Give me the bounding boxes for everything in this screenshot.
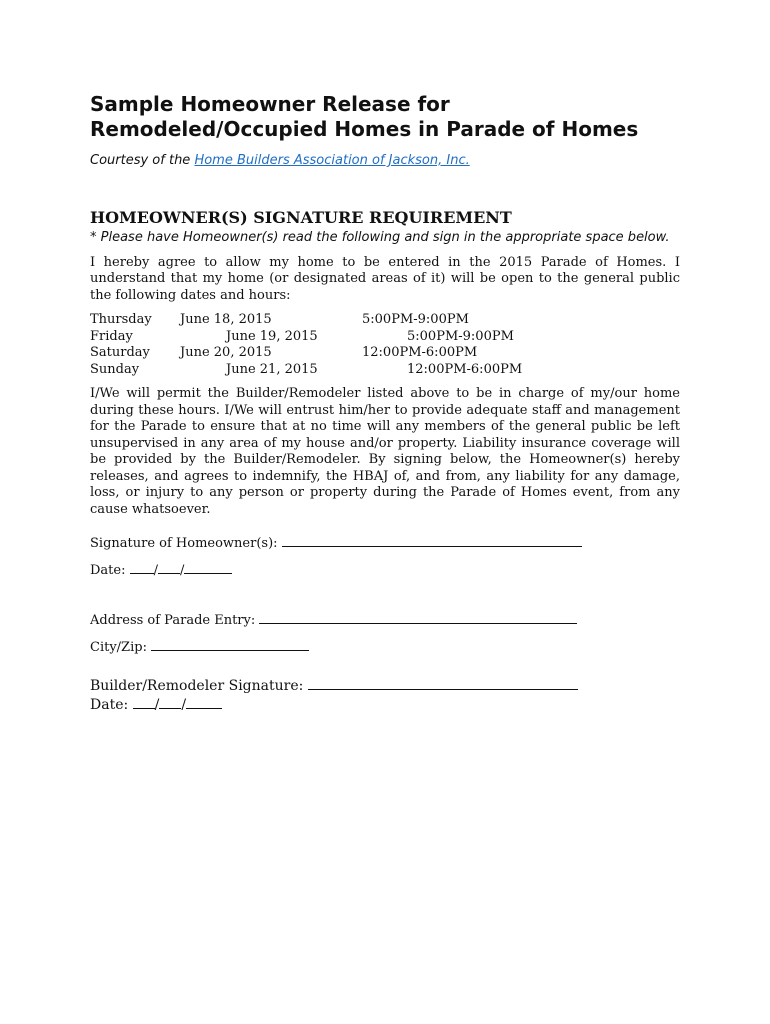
- day-blank[interactable]: [159, 696, 181, 709]
- city-zip-line[interactable]: [151, 638, 309, 651]
- builder-date-field: [90, 696, 680, 713]
- intro-paragraph: I hereby agree to allow my home to be entered in the 2015 Parade of Homes. I understand that my home (or designated areas of it) will be open to the general public the following dates and hours:: [90, 254, 680, 303]
- schedule-table: [90, 312, 680, 378]
- homeowner-date-field: [90, 561, 680, 579]
- schedule-hours: 12:00PM-6:00PM: [407, 361, 523, 377]
- release-paragraph: I/We will permit the Builder/Remodeler listed above to be in charge of my/our home during these hours. I/We will entrust him/her to provide adequate staff and management for the Parade to ensure that at no time will any members of the general public be left unsupervised in any area of my house and/or property. Liability insurance coverage will be provided by the Builder/Remodeler. By signing below, the Homeowner(s) hereby releases, and agrees to indemnify, the HBAJ of, and from, any liability for any damage, loss, or injury to any person or property during the Parade of Homes event, from any cause whatsoever.: [90, 386, 680, 517]
- month-blank[interactable]: [133, 696, 155, 709]
- schedule-date: June 18, 2015: [180, 312, 272, 327]
- date-separator: /: [153, 563, 158, 578]
- schedule-row: [90, 362, 680, 379]
- schedule-day: Sunday: [90, 361, 140, 377]
- date-separator: /: [154, 697, 160, 713]
- date-label: Date:: [90, 563, 130, 578]
- schedule-row: [90, 345, 680, 362]
- builder-signature-field: [90, 677, 680, 694]
- schedule-day: Friday: [90, 328, 133, 344]
- city-zip-field: [90, 638, 680, 656]
- schedule-hours: 12:00PM-6:00PM: [362, 345, 478, 360]
- schedule-day: Saturday: [90, 345, 150, 360]
- builder-signature-label: Builder/Remodeler Signature:: [90, 678, 308, 694]
- year-blank[interactable]: [184, 561, 232, 574]
- document-title: [90, 92, 680, 142]
- date-label-2: Date:: [90, 697, 133, 713]
- title-line-1: Sample Homeowner Release for: [90, 92, 450, 116]
- courtesy-prefix: Courtesy of the: [90, 153, 195, 168]
- hbaj-link[interactable]: Home Builders Association of Jackson, Inc.: [194, 153, 470, 168]
- homeowner-signature-label: Signature of Homeowner(s):: [90, 536, 282, 551]
- schedule-row: [90, 312, 680, 329]
- schedule-hours: 5:00PM-9:00PM: [407, 328, 514, 344]
- city-zip-label: City/Zip:: [90, 640, 152, 655]
- address-field: [90, 611, 680, 629]
- title-line-2: Remodeled/Occupied Homes in Parade of Homes: [90, 117, 639, 141]
- courtesy-line: [90, 153, 680, 168]
- section-heading: HOMEOWNER(S) SIGNATURE REQUIREMENT: [90, 208, 512, 227]
- homeowner-signature-line[interactable]: [282, 534, 582, 547]
- schedule-date: June 19, 2015: [226, 328, 318, 344]
- schedule-date: June 21, 2015: [226, 361, 318, 377]
- schedule-row: [90, 329, 680, 346]
- year-blank[interactable]: [186, 696, 222, 709]
- address-label: Address of Parade Entry:: [90, 613, 260, 628]
- schedule-date: June 20, 2015: [180, 345, 272, 360]
- schedule-hours: 5:00PM-9:00PM: [362, 312, 469, 327]
- document-content: [90, 92, 680, 713]
- instruction-note: * Please have Homeowner(s) read the following and sign in the appropriate space below.: [90, 230, 670, 245]
- schedule-day: Thursday: [90, 312, 152, 327]
- date-separator: /: [180, 563, 185, 578]
- day-blank[interactable]: [158, 561, 180, 574]
- date-separator: /: [181, 697, 187, 713]
- address-line[interactable]: [259, 611, 577, 624]
- month-blank[interactable]: [130, 561, 154, 574]
- homeowner-signature-field: [90, 534, 680, 552]
- builder-signature-line[interactable]: [308, 677, 578, 690]
